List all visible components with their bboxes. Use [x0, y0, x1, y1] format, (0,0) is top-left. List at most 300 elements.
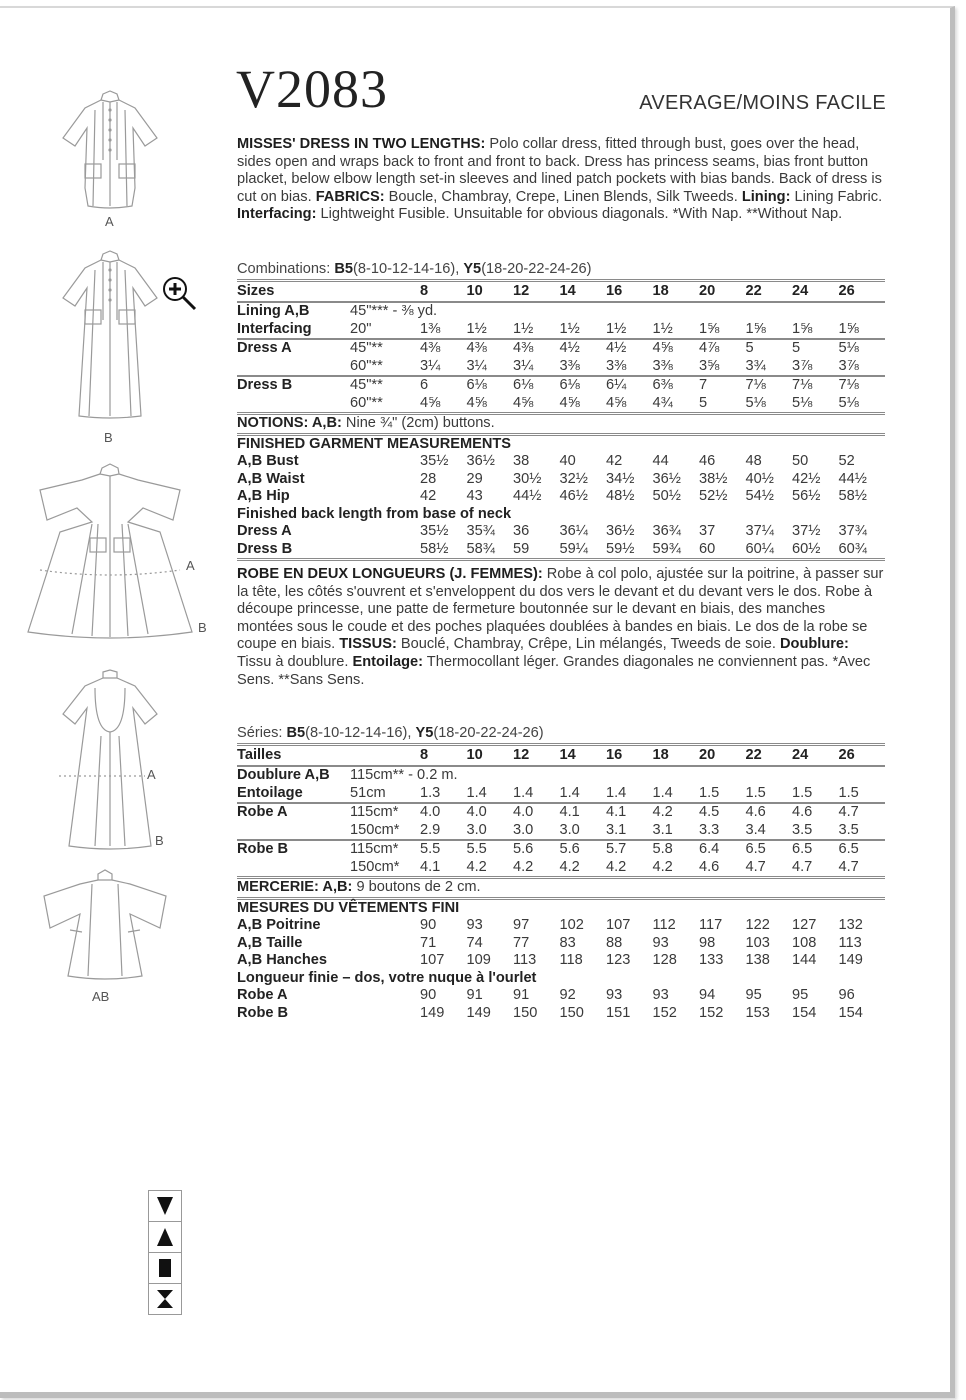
cell: 91 [466, 987, 483, 1003]
cell: 150 [559, 1004, 584, 1021]
cell: 92 [559, 987, 576, 1003]
cell: 4.1 [606, 803, 653, 822]
cell: 3⅞ [792, 357, 813, 374]
table-row-robe-b-150 [237, 859, 885, 878]
cell: 60 [699, 541, 746, 560]
cell: 4½ [560, 339, 607, 358]
cell: 4.5 [699, 803, 746, 822]
cell: 4.1 [560, 803, 607, 822]
cell: 58½ [420, 541, 467, 560]
back-open-label: AB [92, 989, 110, 1004]
combo-b5-sizes: (8-10-12-14-16), [305, 725, 416, 741]
cell: 4½ [606, 339, 653, 358]
cell: 4.7 [792, 859, 839, 878]
cell: 3⅞ [838, 357, 859, 374]
cell: 149 [466, 1004, 491, 1021]
size-col: 8 [420, 281, 467, 303]
cell: 152 [652, 1004, 677, 1021]
cell: 1.4 [466, 784, 487, 801]
cell: 113 [838, 934, 862, 951]
cell: 4.2 [653, 859, 700, 878]
size-col: 12 [513, 281, 560, 303]
cell: 3⅜ [606, 357, 627, 374]
description-lead: ROBE EN DEUX LONGUEURS (J. FEMMES): [237, 566, 543, 582]
row-label: A,B Hip [237, 488, 290, 504]
cell: 4.7 [839, 803, 886, 822]
cell: 1.5 [745, 784, 766, 801]
cell: 4⅜ [513, 339, 560, 358]
cell: 1.5 [838, 784, 859, 801]
cell: 133 [699, 952, 724, 968]
cell: 5⅛ [839, 339, 886, 358]
cell: 93 [652, 934, 669, 951]
cell: 1.4 [559, 784, 580, 801]
cell: 35½ [420, 453, 449, 469]
cell: 90 [420, 917, 437, 933]
cell: 1½ [559, 320, 580, 337]
cell: 1½ [466, 320, 487, 337]
size-col: 16 [606, 281, 653, 303]
mercerie-text: 9 boutons de 2 cm. [352, 879, 481, 895]
cell: 132 [838, 917, 863, 933]
cell: 1½ [606, 320, 627, 337]
fabric-width: 60"** [350, 395, 420, 414]
cell: 152 [699, 1004, 724, 1021]
cell: 1⅝ [699, 320, 720, 337]
cell: 5.5 [467, 840, 514, 859]
mercerie-label: MERCERIE: A,B: [237, 879, 353, 895]
cell: 4.0 [420, 803, 467, 822]
cell: 98 [699, 934, 716, 951]
cell: 54½ [745, 488, 774, 504]
cell: 93 [466, 917, 483, 933]
row-label: Robe A [237, 803, 350, 822]
table-row-longueur-robe-a [237, 987, 885, 1005]
cell: 74 [466, 934, 483, 951]
tissus-text: Bouclé, Chambray, Crêpe, Lin mélangés, Tweeds de soie. [396, 636, 780, 653]
fabric-width: 150cm* [350, 859, 420, 878]
row-label: Lining A,B [237, 303, 310, 319]
row-label: A,B Taille [237, 934, 303, 951]
cell: 3.1 [652, 821, 673, 838]
cell: 112 [652, 917, 676, 933]
size-col: 16 [606, 745, 653, 767]
combo-y5: Y5 [463, 261, 482, 277]
illustration-back-view [55, 668, 165, 853]
cell: 93 [652, 987, 669, 1003]
combinations-french [237, 725, 544, 741]
mercerie-row [237, 878, 885, 899]
cell: 1⅝ [745, 320, 766, 337]
cell: 5.8 [653, 840, 700, 859]
cell: 3.1 [606, 821, 627, 838]
cell: 40½ [745, 470, 774, 487]
measurements-title: FINISHED GARMENT MEASUREMENTS [237, 435, 512, 452]
cell: 7⅛ [792, 376, 839, 395]
cell: 3⅝ [699, 357, 720, 374]
size-col: 20 [699, 745, 746, 767]
entoilage-text: Thermocollant léger. Grandes diagonales ne conviennent pas. *Avec Sens. **Sans Sens. [237, 653, 871, 688]
row-label: Dress A [237, 523, 292, 539]
size-header-row [237, 281, 885, 303]
cell: 2.9 [420, 821, 441, 838]
cell: 4.2 [606, 859, 653, 878]
illustration-front-view-a [55, 88, 165, 213]
table-row-length-dress-b [237, 541, 885, 560]
interfacing-text: Lightweight Fusible. Unsuitable for obvious diagonals. *With Nap. **Without Nap. [316, 206, 843, 223]
cell: 3¼ [513, 357, 534, 374]
cell: 153 [745, 1004, 770, 1021]
cell: 6.5 [792, 840, 839, 859]
lining-yardage: 45"*** - ⅜ yd. [350, 303, 438, 319]
doublure-text: Tissu à doublure. [237, 653, 353, 670]
cell: 103 [745, 934, 770, 951]
size-col: 8 [420, 745, 467, 767]
description-french [237, 566, 885, 689]
cell: 34½ [606, 470, 635, 487]
cell: 4.2 [653, 803, 700, 822]
cell: 5.6 [560, 840, 607, 859]
fabric-width: 51cm [350, 784, 386, 801]
row-label: Robe B [237, 840, 350, 859]
size-col: 26 [839, 281, 886, 303]
back-length-title: Finished back length from base of neck [237, 505, 512, 522]
row-label: Robe B [237, 1004, 289, 1021]
row-label: A,B Hanches [237, 952, 328, 968]
cell: 32½ [559, 470, 588, 487]
cell: 59¼ [560, 541, 607, 560]
cell: 4.0 [513, 803, 560, 822]
table-row-length-dress-a [237, 523, 885, 541]
cell: 44 [652, 453, 669, 469]
cell: 4⅝ [560, 395, 607, 414]
illustration-front-view-b [55, 248, 165, 423]
size-col: 18 [653, 281, 700, 303]
size-col: 22 [746, 281, 793, 303]
cell: 94 [699, 987, 716, 1003]
cell: 122 [745, 917, 770, 933]
cell: 3.5 [838, 821, 859, 838]
cell: 1⅝ [838, 320, 859, 337]
cell: 154 [838, 1004, 863, 1021]
table-row-dress-a-45 [237, 339, 885, 358]
table-row-doublure [237, 766, 885, 785]
size-col: 18 [653, 745, 700, 767]
cell: 4.7 [839, 859, 886, 878]
yardage-table-french [237, 743, 885, 1022]
size-col: 12 [513, 745, 560, 767]
row-label: Dress A [237, 339, 350, 358]
cell: 7⅛ [746, 376, 793, 395]
fabric-width: 150cm* [350, 821, 400, 838]
row-label: Entoilage [237, 784, 303, 801]
longueur-title-row [237, 970, 885, 988]
cell: 95 [745, 987, 762, 1003]
cell: 102 [559, 917, 584, 933]
cell: 43 [466, 488, 483, 504]
size-col: 24 [792, 745, 839, 767]
cell: 35½ [420, 523, 449, 539]
back-label-a: A [147, 767, 156, 782]
view-label-b: B [104, 430, 113, 445]
longueur-title: Longueur finie – dos, votre nuque à l'ourlet [237, 969, 537, 986]
lining-text: Lining Fabric. [790, 188, 883, 205]
illustration-wrap-view [22, 462, 197, 642]
cell: 3¼ [420, 357, 441, 374]
difficulty-level: AVERAGE/MOINS FACILE [639, 92, 886, 114]
size-col: 20 [699, 281, 746, 303]
cell: 127 [792, 917, 817, 933]
table-row-robe-a-115 [237, 803, 885, 822]
back-label-b: B [155, 833, 164, 848]
cell: 4.7 [746, 859, 793, 878]
cell: 3.0 [513, 821, 534, 838]
row-label: Interfacing [237, 320, 312, 337]
cell: 123 [606, 952, 631, 968]
cell: 6⅛ [467, 376, 514, 395]
row-label: A,B Waist [237, 470, 305, 487]
combo-b5: B5 [334, 261, 353, 277]
cell: 5 [792, 339, 839, 358]
triangle-down-icon [149, 1191, 181, 1222]
cell: 38½ [699, 470, 728, 487]
row-label: A,B Bust [237, 453, 299, 469]
cell: 3.0 [466, 821, 487, 838]
cell: 97 [513, 917, 530, 933]
illustration-back-open-view [40, 868, 170, 983]
cell: 4⅜ [467, 339, 514, 358]
wrap-label-b: B [198, 620, 207, 635]
notions-row [237, 414, 885, 435]
tissus-label: TISSUS: [339, 636, 397, 653]
cell: 6.5 [746, 840, 793, 859]
cell: 37¼ [745, 523, 774, 539]
wrap-label-a: A [186, 558, 195, 573]
fabrics-text: Boucle, Chambray, Crepe, Linen Blends, Silk Tweeds. [384, 188, 742, 205]
cell: 5 [746, 339, 793, 358]
cell: 1.3 [420, 784, 441, 801]
table-row-waist [237, 471, 885, 489]
description-english [237, 136, 885, 224]
size-col: 14 [560, 745, 607, 767]
table-row-bust [237, 453, 885, 471]
table-row-lining [237, 302, 885, 321]
cell: 71 [420, 934, 437, 951]
cell: 1½ [513, 320, 534, 337]
table-row-interfacing [237, 321, 885, 340]
size-col: 14 [560, 281, 607, 303]
cell: 46½ [559, 488, 588, 504]
cell: 128 [652, 952, 677, 968]
yardage-table-english [237, 279, 885, 561]
combinations-prefix: Séries: [237, 725, 287, 741]
cell: 5 [699, 395, 746, 414]
view-label-a: A [105, 214, 114, 229]
cell: 37¾ [838, 523, 867, 539]
cell: 59¾ [653, 541, 700, 560]
cell: 48 [745, 453, 762, 469]
table-row-poitrine [237, 917, 885, 935]
cell: 150 [513, 1004, 538, 1021]
cell: 6⅜ [653, 376, 700, 395]
cell: 149 [420, 1004, 445, 1021]
cell: 42½ [792, 470, 821, 487]
fabric-width: 45"** [350, 339, 420, 358]
cell: 4⅝ [513, 395, 560, 414]
size-col: 24 [792, 281, 839, 303]
row-label: Doublure A,B [237, 767, 330, 783]
cell: 60¾ [839, 541, 886, 560]
cell: 3¾ [745, 357, 766, 374]
fabrics-label: FABRICS: [315, 188, 385, 205]
cell: 6⅛ [513, 376, 560, 395]
cell: 3⅜ [559, 357, 580, 374]
cell: 58¾ [467, 541, 514, 560]
cell: 4⅝ [467, 395, 514, 414]
fabric-width: 45"** [350, 376, 420, 395]
cell: 3.3 [699, 821, 720, 838]
cell: 44½ [838, 470, 867, 487]
cell: 7⅛ [839, 376, 886, 395]
cell: 28 [420, 470, 437, 487]
cell: 37 [699, 523, 716, 539]
cell: 4.6 [746, 803, 793, 822]
cell: 36½ [606, 523, 635, 539]
cell: 6.4 [699, 840, 746, 859]
table-row-longueur-robe-b [237, 1005, 885, 1023]
cell: 3.0 [559, 821, 580, 838]
cell: 4.6 [699, 859, 746, 878]
cell: 58½ [838, 488, 867, 504]
cell: 4⅝ [606, 395, 653, 414]
description-body: Polo collar dress, fitted through bust, goes over the head, sides open and wraps back to front and front to back. Dress has princess seams, bias front button placket, below elbow length set-in sleeves and lined patch pockets with bias bands. Back of dress is cut on bias. [237, 136, 882, 205]
description-lead: MISSES' DRESS IN TWO LENGTHS: [237, 136, 486, 152]
combo-b5: B5 [286, 725, 306, 741]
doublure-yardage: 115cm** - 0.2 m. [350, 767, 458, 783]
cell: 50½ [652, 488, 681, 504]
cell: 3⅜ [652, 357, 673, 374]
cell: 4¾ [653, 395, 700, 414]
cell: 42 [420, 488, 437, 504]
cell: 52 [838, 453, 855, 469]
cell: 95 [792, 987, 809, 1003]
cell: 1⅜ [420, 320, 441, 337]
cell: 88 [606, 934, 623, 951]
cell: 77 [513, 934, 530, 951]
row-label: A,B Poitrine [237, 917, 321, 933]
cell: 40 [559, 453, 576, 469]
table-row-entoilage [237, 785, 885, 804]
combo-y5-sizes: (18-20-22-24-26) [481, 261, 592, 277]
cell: 4.0 [467, 803, 514, 822]
cell: 56½ [792, 488, 821, 504]
cell: 118 [559, 952, 583, 968]
cell: 4⅜ [420, 339, 467, 358]
cell: 30½ [513, 470, 542, 487]
cell: 36¾ [652, 523, 681, 539]
combo-y5-sizes: (18-20-22-24-26) [433, 725, 544, 741]
cell: 36 [513, 523, 530, 539]
cell: 1.4 [652, 784, 673, 801]
pattern-number: V2083 [236, 59, 388, 119]
cell: 5.6 [513, 840, 560, 859]
cell: 44½ [513, 488, 542, 504]
cell: 5⅛ [839, 395, 886, 414]
back-length-title-row [237, 506, 885, 524]
table-row-hip [237, 488, 885, 506]
description-body: Robe à col polo, ajustée sur la poitrine, à passer sur la tête, les côtés s'ouvrent et s'enveloppent du dos vers le devant et du devant vers le dos. Robe à découpe princesse, une patte de fermeture boutonnée sur le devant en biais, des manches montées sous le coude et des poches plaquées doublées à bandes en biais. Le dos de la robe se coupe en biais. [237, 566, 884, 653]
cell: 83 [559, 934, 576, 951]
triangle-up-icon [149, 1222, 181, 1253]
cell: 4.6 [792, 803, 839, 822]
hourglass-icon [149, 1284, 181, 1314]
table-row-dress-b-60 [237, 395, 885, 414]
cell: 4.2 [513, 859, 560, 878]
combo-y5: Y5 [415, 725, 434, 741]
cell: 42 [606, 453, 623, 469]
cell: 154 [792, 1004, 817, 1021]
cell: 149 [838, 952, 863, 968]
size-col: 26 [839, 745, 886, 767]
row-label: Robe A [237, 987, 288, 1003]
cell: 117 [699, 917, 723, 933]
lining-label: Lining: [741, 188, 791, 205]
cell: 36½ [652, 470, 681, 487]
cell: 5.5 [420, 840, 467, 859]
cell: 93 [606, 987, 623, 1003]
table-row-taille [237, 935, 885, 953]
cell: 4.2 [467, 859, 514, 878]
cell: 3¼ [466, 357, 487, 374]
zoom-in-icon[interactable] [161, 276, 199, 317]
symbol-legend [148, 1190, 182, 1315]
cell: 6⅛ [560, 376, 607, 395]
cell: 59 [513, 541, 560, 560]
row-label: Dress B [237, 376, 350, 395]
cell: 48½ [606, 488, 635, 504]
fabric-width: 60"** [350, 357, 383, 374]
cell: 50 [792, 453, 809, 469]
cell: 1.5 [699, 784, 720, 801]
interfacing-label: Interfacing: [237, 206, 317, 223]
entoilage-label: Entoilage: [352, 653, 424, 670]
cell: 144 [792, 952, 817, 968]
cell: 4.1 [420, 859, 467, 878]
cell: 107 [420, 952, 445, 968]
cell: 6¼ [606, 376, 653, 395]
mesures-title: MESURES DU VÊTEMENTS FINI [237, 899, 460, 916]
square-icon [149, 1253, 181, 1284]
size-header-row [237, 745, 885, 767]
fabric-width: 20" [350, 320, 372, 337]
cell: 4⅝ [653, 339, 700, 358]
cell: 3.5 [792, 821, 813, 838]
cell: 60½ [792, 541, 839, 560]
cell: 6.5 [839, 840, 886, 859]
notions-text: Nine ¾" (2cm) buttons. [341, 415, 495, 431]
cell: 60¼ [746, 541, 793, 560]
cell: 1.4 [513, 784, 534, 801]
cell: 4⅝ [420, 395, 467, 414]
size-col: 10 [467, 745, 514, 767]
cell: 109 [466, 952, 491, 968]
combinations-prefix: Combinations: [237, 261, 335, 277]
table-row-hanches [237, 952, 885, 970]
cell: 5.7 [606, 840, 653, 859]
table-row-dress-b-45 [237, 376, 885, 395]
cell: 36½ [466, 453, 495, 469]
table-row-dress-a-60 [237, 358, 885, 377]
